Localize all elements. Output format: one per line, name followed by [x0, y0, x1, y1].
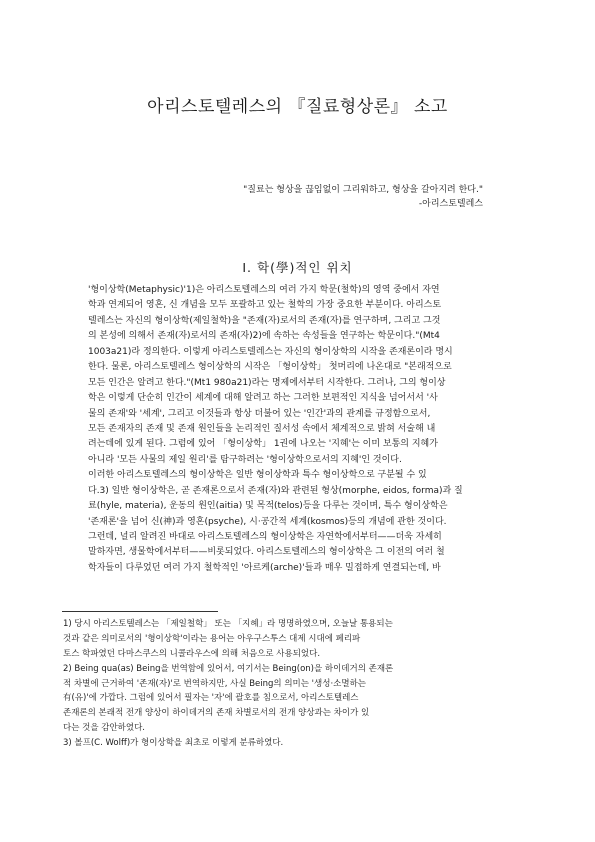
body-line: 물의 존재'와 '세계', 그리고 이것들과 항상 더불어 있는 '인간'과의 관계를 규정함으로서, — [88, 408, 431, 419]
document-title: 아리스토텔레스의 『질료형상론』 소고 — [147, 97, 448, 117]
body-line: 다.3) 일반 형이상학은, 곧 존재론으로서 존재(자)와 관련된 형상(morphe, eidos, forma)과 질 — [88, 485, 463, 496]
footnote-line: 2) Being qua(as) Being을 번역함에 있어서, 여기서는 Being(on)을 하이데거의 존재론 — [63, 663, 394, 674]
body-line: 모든 존재자의 존재 및 존재 원인들을 논리적인 질서성 속에서 체계적으로 밝혀 서술해 내 — [88, 423, 436, 434]
body-line: '존재론'을 넘어 신(神)과 영혼(psyche), 시·공간적 세계(kosmos)등의 개념에 관한 것이다. — [88, 516, 447, 527]
footnote-line: 3) 볼프(C. Wolff)가 형이상학을 최초로 이렇게 분류하였다. — [63, 738, 284, 749]
footnote-line: 有(유)'에 가깝다. 그럼에 있어서 필자는 '자'에 괄호를 침으로서, 아리스토텔레스 — [63, 693, 359, 704]
epigraph-attribution: -아리스토텔레스 — [418, 199, 483, 209]
body-text — [88, 283, 508, 576]
footnote-line: 적 차별에 근거하여 '존재(자)'로 번역하지만, 사실 Being의 의미는 '생성·소멸하는 — [63, 678, 366, 689]
footnote-line: 1) 당시 아리스토텔레스는 「제일철학」 또는 「지혜」라 명명하였으며, 오늘날 통용되는 — [63, 619, 393, 629]
body-line: 아니라 '모든 사물의 제일 원리'를 탐구하려는 '형이상학으로서의 지혜'인 것이다. — [88, 454, 402, 465]
body-line: 학자들이 다루었던 여러 가지 철학적인 '아르케(arche)'들과 매우 밀접하게 연결되는데, 바 — [88, 562, 441, 573]
body-line: 한다. 물론, 아리스토텔레스 형이상학의 시작은 「형이상학」 첫머리에 나온대로 "본래적으로 — [88, 362, 452, 373]
body-line: 려는데에 있게 된다. 그럼에 있어 「형이상학」 1권에 나오는 '지혜'는 이미 보통의 지혜가 — [88, 439, 438, 450]
body-line: 그런데, 널리 알려진 바대로 아리스토텔레스의 형이상학은 자연학에서부터——더욱 자세히 — [88, 532, 442, 542]
footnote-divider — [62, 611, 218, 612]
body-line: 1003a21)라 정의한다. 이렇게 아리스토텔레스는 자신의 형이상학의 시작을 존재론이라 명시 — [88, 346, 453, 357]
footnote-line: 토스 학파였던 다마스쿠스의 니콜라우스에 의해 처음으로 사용되었다. — [63, 648, 321, 659]
footnotes — [63, 617, 533, 751]
body-line: 학과 연계되어 영혼, 신 개념을 모두 포괄하고 있는 철학의 가장 중요한 부분이다. 아리스토 — [88, 300, 442, 311]
body-line: 의 본성에 의해서 존재(자)로서의 존재(자)2)에 속하는 속성들을 연구하는 학문이다."(Mt4 — [88, 331, 440, 342]
footnote-line: 존재론의 본래적 전개 양상이 하이데거의 존재 차별로서의 전개 양상과는 차이가 있 — [63, 708, 370, 719]
body-line: 말하자면, 생물학에서부터——비롯되었다. 아리스토텔레스의 형이상학은 그 이전의 여러 철 — [88, 547, 445, 558]
body-line: '형이상학(Metaphysic)'1)은 아리스토텔레스의 여러 가지 학문(철학)의 영역 중에서 자연 — [88, 285, 440, 295]
footnote-line: 것과 같은 의미로서의 '형이상학'이라는 용어는 아우구스투스 대제 시대에 페리파 — [63, 633, 361, 644]
epigraph-quote: "질료는 형상을 끊임없이 그리워하고, 형상을 갈아지려 한다." — [243, 185, 483, 195]
section-heading: I. 학(學)적인 위치 — [242, 260, 353, 275]
body-line: 학은 이렇게 단순히 인간이 세계에 대해 알려고 하는 그러한 보편적인 지식을 넘어서서 '사 — [88, 393, 438, 404]
body-line: 이러한 아리스토텔레스의 형이상학은 일반 형이상학과 특수 형이상학으로 구분될 수 있 — [88, 470, 427, 481]
body-line: 료(hyle, materia), 운동의 원인(aitia) 및 목적(telos)등을 다루는 것이며, 특수 형이상학은 — [88, 501, 448, 512]
footnote-line: 다는 것을 감안하였다. — [63, 723, 146, 734]
epigraph — [243, 183, 483, 211]
body-line: 텔레스는 자신의 형이상학(제일철학)을 "존재(자)로서의 존재(자)를 연구하며, 그리고 그것 — [88, 315, 441, 326]
body-line: 모든 인간은 알려고 한다."(Mt1 980a21)라는 명제에서부터 시작한다. 그러나, 그의 형이상 — [88, 377, 446, 388]
